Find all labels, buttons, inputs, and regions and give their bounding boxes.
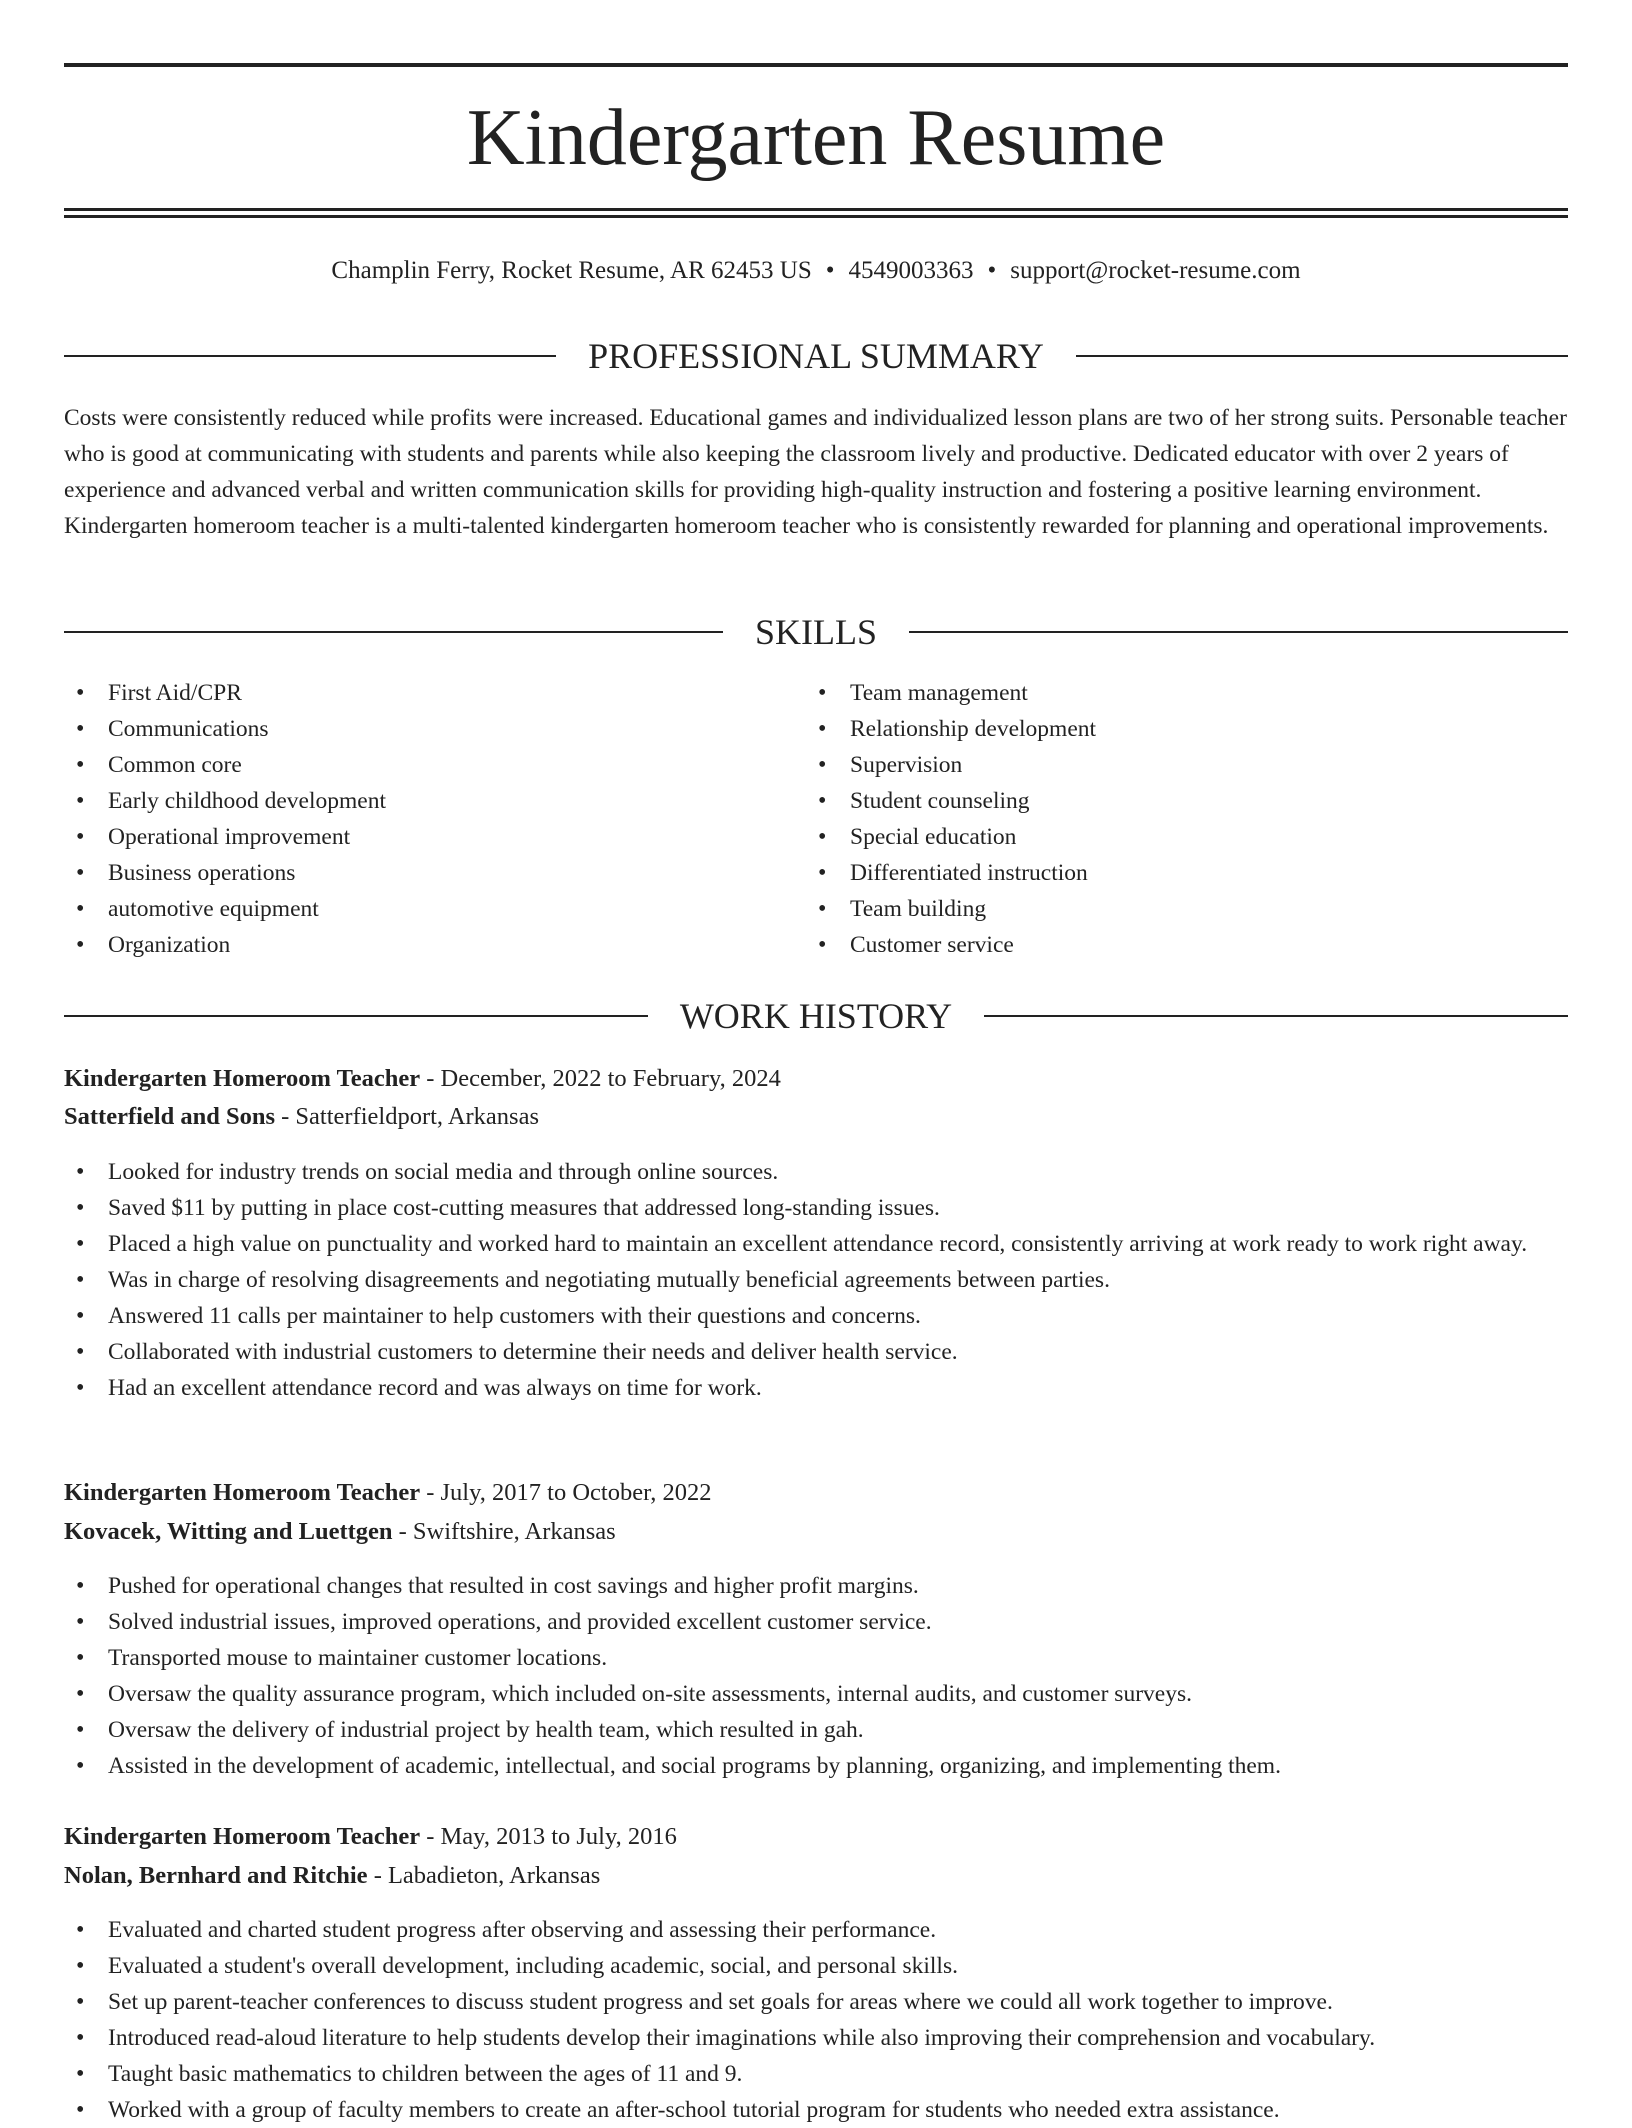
job-bullet: • Oversaw the delivery of industrial project by health team, which resulted in gah.: [64, 1712, 1568, 1748]
section-rule-right: [984, 1015, 1568, 1017]
skill-item: • Operational improvement: [64, 819, 764, 855]
job-bullet: • Introduced read-aloud literature to help students develop their imaginations while also improving their comprehension and vocabulary.: [64, 2020, 1568, 2056]
job-company: Kovacek, Witting and Luettgen: [64, 1518, 393, 1545]
skill-item: • Communications: [64, 711, 764, 747]
section-rule-left: [64, 1015, 648, 1017]
skill-item: • Team building: [806, 891, 1506, 927]
job-dates: - December, 2022 to February, 2024: [420, 1065, 781, 1092]
skills-list-right: [806, 675, 1506, 963]
job-bullet: • Worked with a group of faculty members to create an after-school tutorial program for students who needed extra assistance.: [64, 2092, 1568, 2128]
job-company: Satterfield and Sons: [64, 1103, 276, 1130]
job-title: Kindergarten Homeroom Teacher: [64, 1823, 421, 1850]
contact-separator: •: [987, 257, 997, 284]
skill-item: • First Aid/CPR: [64, 675, 764, 711]
skills-list-left: [64, 675, 764, 963]
job-bullet: • Assisted in the development of academic, intellectual, and social programs by planning, organizing, and implementing them.: [64, 1748, 1568, 1784]
work-heading: WORK HISTORY: [679, 996, 953, 1036]
job-bullet: • Solved industrial issues, improved operations, and provided excellent customer service.: [64, 1604, 1568, 1640]
job-title-line: [64, 1475, 1568, 1511]
job-bullet: • Oversaw the quality assurance program, which included on-site assessments, internal audits, and customer surveys.: [64, 1676, 1568, 1712]
section-rule-left: [64, 355, 556, 357]
section-rule-right: [909, 631, 1568, 633]
work-section-header: [64, 994, 1568, 1038]
skill-item: • Organization: [64, 927, 764, 963]
contact-phone: 4549003363: [848, 257, 974, 284]
skill-item: • Business operations: [64, 855, 764, 891]
job-bullets: [64, 1154, 1568, 1406]
job-location: - Labadieton, Arkansas: [367, 1862, 601, 1889]
job-bullet: • Collaborated with industrial customers to determine their needs and deliver health service.: [64, 1334, 1568, 1370]
skill-item: • Relationship development: [806, 711, 1506, 747]
job-dates: - May, 2013 to July, 2016: [420, 1823, 677, 1850]
job-company-line: [64, 1858, 1568, 1894]
job-bullet: • Pushed for operational changes that resulted in cost savings and higher profit margins.: [64, 1568, 1568, 1604]
skills-heading: SKILLS: [755, 612, 878, 652]
job-bullet: • Looked for industry trends on social media and through online sources.: [64, 1154, 1568, 1190]
skill-item: • Differentiated instruction: [806, 855, 1506, 891]
header-bottom-rule: [64, 208, 1568, 211]
job-bullets: [64, 1568, 1568, 1784]
job-bullet: • Taught basic mathematics to children between the ages of 11 and 9.: [64, 2056, 1568, 2092]
skill-item: • Special education: [806, 819, 1506, 855]
skill-item: • automotive equipment: [64, 891, 764, 927]
job-bullet: • Saved $11 by putting in place cost-cutting measures that addressed long-standing issues.: [64, 1190, 1568, 1226]
contact-address: Champlin Ferry, Rocket Resume, AR 62453 US: [331, 257, 812, 284]
professional-summary: Costs were consistently reduced while profits were increased. Educational games and individualized lesson plans are two of her strong suits. Personable teacher who is good at communicating with students and parents while also keeping the classroom lively and productive. Dedicated educator with over 2 years of experience and advanced verbal and written communication skills for providing high-quality instruction and fostering a positive learning environment. Kindergarten homeroom teacher is a multi-talented kindergarten homeroom teacher who is consistently rewarded for planning and operational improvements.: [64, 405, 1567, 539]
job-location: - Satterfieldport, Arkansas: [275, 1103, 540, 1130]
job-bullet: • Answered 11 calls per maintainer to help customers with their questions and concerns.: [64, 1298, 1568, 1334]
job-bullet: • Had an excellent attendance record and was always on time for work.: [64, 1370, 1568, 1406]
job-company: Nolan, Bernhard and Ritchie: [64, 1862, 368, 1889]
job-bullet: • Was in charge of resolving disagreements and negotiating mutually beneficial agreements between parties.: [64, 1262, 1568, 1298]
job-bullet: • Evaluated and charted student progress after observing and assessing their performance.: [64, 1912, 1568, 1948]
contact-separator: •: [825, 257, 835, 284]
skill-item: • Team management: [806, 675, 1506, 711]
job-title-line: [64, 1819, 1568, 1855]
header-top-rule: [64, 63, 1568, 67]
summary-heading: PROFESSIONAL SUMMARY: [588, 336, 1044, 376]
job-dates: - July, 2017 to October, 2022: [420, 1479, 712, 1506]
summary-section-header: [64, 334, 1568, 378]
contact-email[interactable]: support@rocket-resume.com: [1010, 257, 1301, 284]
section-rule-right: [1076, 355, 1568, 357]
job-title-line: [64, 1061, 1568, 1097]
job-title: Kindergarten Homeroom Teacher: [64, 1065, 421, 1092]
job-bullet: • Set up parent-teacher conferences to discuss student progress and set goals for areas where we could all work together to improve.: [64, 1984, 1568, 2020]
section-rule-left: [64, 631, 723, 633]
skill-item: • Customer service: [806, 927, 1506, 963]
job-company-line: [64, 1099, 1568, 1135]
skill-item: • Early childhood development: [64, 783, 764, 819]
skills-section-header: [64, 610, 1568, 654]
job-bullet: • Placed a high value on punctuality and worked hard to maintain an excellent attendance record, consistently arriving at work ready to work right away.: [64, 1226, 1568, 1262]
resume-title: Kindergarten Resume: [466, 94, 1166, 182]
job-company-line: [64, 1514, 1568, 1550]
skill-item: • Student counseling: [806, 783, 1506, 819]
skill-item: • Supervision: [806, 747, 1506, 783]
header-bottom-rule-second: [64, 215, 1568, 218]
skill-item: • Common core: [64, 747, 764, 783]
job-bullets: [64, 1912, 1568, 2128]
job-location: - Swiftshire, Arkansas: [392, 1518, 616, 1545]
contact-line: [64, 254, 1568, 288]
job-title: Kindergarten Homeroom Teacher: [64, 1479, 421, 1506]
job-bullet: • Transported mouse to maintainer customer locations.: [64, 1640, 1568, 1676]
job-bullet: • Evaluated a student's overall development, including academic, social, and personal skills.: [64, 1948, 1568, 1984]
